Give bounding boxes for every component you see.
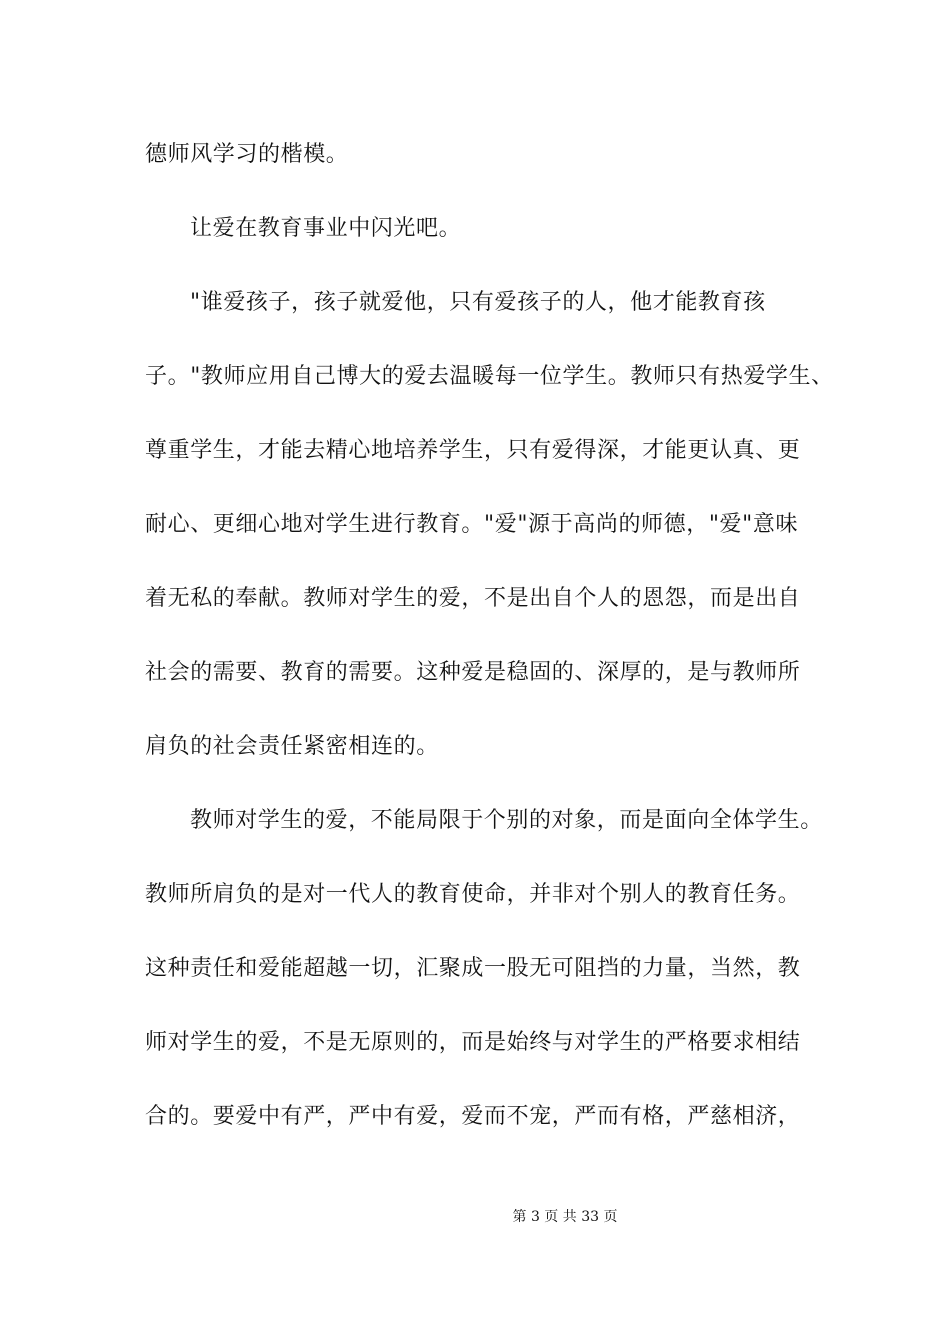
text-line-12: 这种责任和爱能超越一切，汇聚成一股无可阻挡的力量，当然，教	[145, 956, 801, 981]
text-line-1: 德师风学习的楷模。	[145, 142, 349, 167]
text-line-10: 教师对学生的爱，不能局限于个别的对象，而是面向全体学生。	[190, 808, 823, 833]
page-footer	[0, 1207, 950, 1227]
text-line-9: 肩负的社会责任紧密相连的。	[145, 734, 439, 759]
text-line-8: 社会的需要、教育的需要。这种爱是稳固的、深厚的，是与教师所	[145, 660, 801, 685]
text-line-5: 尊重学生，才能去精心地培养学生，只有爱得深，才能更认真、更	[145, 438, 801, 463]
text-line-11: 教师所肩负的是对一代人的教育使命，并非对个别人的教育任务。	[145, 882, 801, 907]
text-line-6: 耐心、更细心地对学生进行教育。"爱"源于高尚的师德，"爱"意味	[145, 512, 799, 537]
text-line-14: 合的。要爱中有严，严中有爱，爱而不宠，严而有格，严慈相济，	[145, 1104, 801, 1129]
text-line-4: 子。"教师应用自己博大的爱去温暖每一位学生。教师只有热爱学生、	[145, 364, 834, 389]
page-number-label: 第 3 页 共 33 页	[512, 1209, 618, 1225]
text-line-7: 着无私的奉献。教师对学生的爱，不是出自个人的恩怨，而是出自	[145, 586, 801, 611]
text-line-3: "谁爱孩子，孩子就爱他，只有爱孩子的人，他才能教育孩	[190, 290, 766, 315]
text-line-13: 师对学生的爱，不是无原则的，而是始终与对学生的严格要求相结	[145, 1030, 801, 1055]
text-line-2: 让爱在教育事业中闪光吧。	[190, 216, 462, 241]
